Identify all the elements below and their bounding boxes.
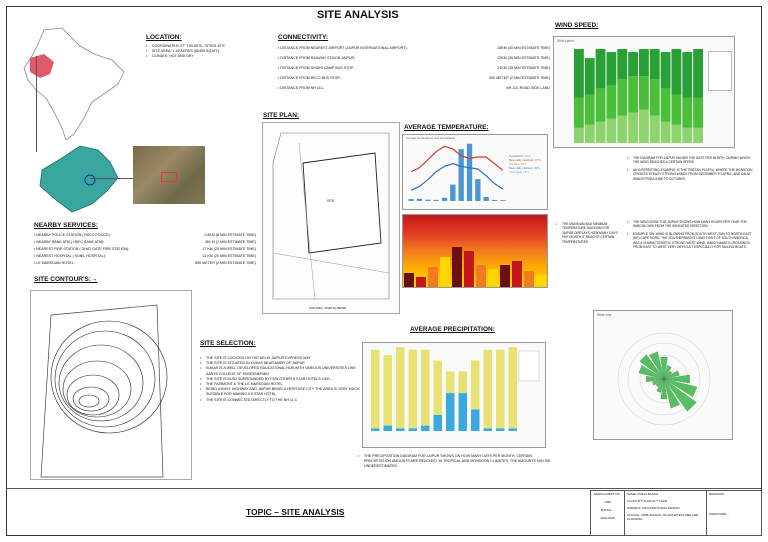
precipitation-bar: [442, 198, 447, 201]
wind-rose-notes: • THE WIND ROSE FOR JAIPUR SHOWS HOW MANY HOURS PER YEAR THE WIND BLOWS FROM THE INDICATED DIRECTION. • EXAMPLE SW: WIND IS BLOWING FROM SOUTH-WEST (SW) TO NORTH-EAST (NE).CAPE HORN, THE SOUTHERNMOST LAND POINT OF SOUTH AMERICA, HAS A CHARACTERISTIC STRONG WEST-WIND, WHICH MAKES CROSSINGS FROM EAST TO WEST VERY DIFFICULT ESPECIALLY FOR SAILING BOATS.: [627, 220, 755, 249]
site-plan-drawing: [262, 122, 400, 314]
precipitation-bar: [492, 200, 497, 201]
temperature-days-bar: [500, 265, 510, 287]
list-item: • NEARBY BANK ATM ( HDFC BANK ATM): 450 M (2 MIN ESTIMATE TIME): [34, 240, 256, 244]
list-item: • COORDINATES: 27° 1'50.60"N, 75°53'9.15"E: [146, 44, 266, 49]
precipitation-wet-bar: [409, 428, 418, 431]
wind-speed-bar: [650, 49, 660, 79]
list-item: • DISTANCE FROM RAILWAY STAION JAIPUR- 22KM (36 MIN ESTIMATE TIME): [278, 56, 550, 60]
temperature-line: [411, 164, 503, 191]
site-selection-list: [200, 356, 360, 403]
list-item: • CLIMATE: HOT AND DRY: [146, 54, 266, 59]
nearby-heading: NEARBY SERVICES:: [34, 222, 99, 229]
precipitation-wet-bar: [471, 409, 480, 431]
site-label: SITE: [327, 199, 335, 203]
precipitation-wet-bar: [446, 393, 455, 431]
precipitation-bar: [459, 149, 464, 201]
wind-speed-bar: [574, 49, 584, 98]
wind-speed-bar: [693, 49, 703, 98]
precipitation-wet-bar: [421, 426, 430, 431]
temperature-days-bar: [416, 277, 426, 287]
list-item: • THE SITE IS SITUATED IN KUKAS NEAR AMER OF JAIPUR: [200, 361, 360, 366]
wind-speed-bar: [574, 98, 584, 128]
precipitation-wet-bar: [396, 428, 405, 431]
precipitation-bar: [500, 200, 505, 201]
precipitation-dry-bar: [384, 355, 393, 425]
precipitation-bar: [467, 144, 472, 201]
precipitation-wet-bar: [484, 428, 493, 431]
wind-speed-notes: • THE DIAGRAM FOR JAIPUR SHOWS THE DAYS PER MONTH, DURING WHICH THE WIND REACHES A CERTAIN SPEED. • AN INTERESTING EXAMPLE IS THE TIBETAN PLATEU, WHERE THE MONSOON CREATES STEADY STRONG WINDS FROM DECEMBER TO APRIL, AND CALM WINDS FROM JUNE TO OCTOBER.: [627, 156, 755, 181]
list-item: • BEING A BUSY HIGHWAY AND JAIPUR BEING A HERITAGE CITY THE AREA IS VERY MUCH SUITABLE FOR MAKING A 5 STAR HOTEL: [200, 387, 360, 397]
precipitation-dry-bar: [484, 350, 493, 429]
wind-speed-bar: [693, 128, 703, 143]
temperature-legend: Precipitation: 7mm Mean daily maximum: 31°C Hot days: 38°C Mean daily minimum: 19°C Cold nights: 15°C: [509, 155, 541, 174]
wind-speed-bar: [661, 88, 671, 121]
wind-speed-bar: [596, 122, 606, 143]
wind-speed-bar: [650, 116, 660, 143]
list-item: • THE SITE IS ALSO SURROUNDED BY FEW OTHER 5 STAR HOTELS LIKE:-: [200, 377, 360, 382]
wind-speed-bar: [628, 76, 638, 112]
precipitation-dry-bar: [371, 350, 380, 429]
list-item: • NEAREST FIRE STATION ( GHAT GATE FIRE STATION): 17 KM (25 MIN ESTIMATE TIME): [34, 247, 256, 251]
site-plan-caption: SITE AREA - 60495 SQ.METER: [309, 307, 347, 310]
india-map: [14, 24, 134, 144]
wind-speed-bar: [672, 49, 682, 94]
connectivity-heading: CONNECTIVITY:: [278, 34, 329, 41]
wind-speed-bar: [574, 128, 584, 143]
location-heading: LOCATION:: [146, 34, 182, 41]
temperature-line: [411, 146, 503, 171]
contour-drawing: [30, 290, 192, 480]
list-item: • DISTANCE FROM NEAREST AIRPORT (JAIPUR INTERNATIONAL AIRPORT)- 28KM (45 MIN ESTIMATE TIME): [278, 46, 550, 50]
wind-speed-heading: WIND SPEED:: [555, 22, 599, 29]
precipitation-notes: • THE PRECIPITATION DIAGRAM FOR JAIPUR SHOWS ON HOW MANY DAYS PER MONTH, CERTAIN PRECIPITATION AMOUNTS ARE REACHED. IN TROPICAL AND MONSOON CLIMATES, THE AMOUNTS MAY BE UNDERESTIMATED.: [358, 454, 554, 470]
wind-speed-bar: [639, 110, 649, 143]
connectivity-list: [278, 46, 550, 96]
temperature-days-bar: [536, 275, 546, 287]
wind-speed-bar: [607, 52, 617, 85]
precipitation-dry-bar: [509, 347, 518, 428]
wind-speed-bar: [682, 52, 692, 97]
wind-speed-bar: [661, 122, 671, 143]
precipitation-bar: [450, 185, 455, 201]
wind-speed-bar: [617, 116, 627, 143]
wind-speed-bar: [596, 49, 606, 88]
chart-legend: [708, 51, 732, 91]
wind-speed-bar: [650, 79, 660, 115]
precipitation-dry-bar: [421, 350, 430, 426]
precipitation-legend: [519, 351, 539, 381]
wind-speed-bar: [617, 79, 627, 115]
rajasthan-map: [32, 140, 124, 220]
temperature-days-bar: [404, 273, 414, 287]
wind-speed-bar: [661, 52, 671, 88]
precipitation-dry-bar: [496, 350, 505, 429]
precipitation-dry-bar: [471, 361, 480, 410]
contour-heading: SITE CONTOUR'S:→: [34, 276, 98, 283]
list-item: • DISTANCE FROM RIICO BUS STOP- 500 METER (2 MIN ESTIMATE TIME): [278, 76, 550, 80]
wind-speed-bar: [607, 119, 617, 143]
wind-speed-bar: [672, 94, 682, 124]
temperature-days-bar: [440, 257, 450, 287]
wind-speed-bar: [628, 113, 638, 143]
list-item: • DISTANCE FROM SINDHI CAMP BUS STOP- 21KM (35 MIN ESTIMATE TIME): [278, 66, 550, 70]
wind-speed-chart: Wind speed: [553, 36, 735, 148]
list-item: • LE MAREDIAN HOTEL: 850 METER (2 MIN ESTIMATE TIME): [34, 261, 256, 265]
list-item: • NEAREST HOSPITAL ( SUNIL HOSPITAL): 12 KM (20 MIN ESTIMATE TIME): [34, 254, 256, 258]
wind-speed-bar: [682, 128, 692, 143]
wind-rose-chart: Wind rose: [593, 310, 733, 440]
nearby-list: [34, 233, 256, 268]
wind-speed-bar: [639, 76, 649, 109]
wind-speed-bar: [607, 85, 617, 118]
temperature-heading: AVERAGE TEMPERATURE:: [404, 124, 489, 131]
precipitation-bar: [484, 197, 489, 201]
site-plan-heading: SITE PLAN:: [263, 112, 300, 119]
precipitation-wet-bar: [509, 428, 518, 431]
wind-speed-bar: [682, 98, 692, 128]
precipitation-dry-bar: [396, 347, 405, 428]
wind-speed-bar: [585, 94, 595, 124]
list-item: • SITE AREA: 1.49 ACRES (60495 SQ.MT.): [146, 49, 266, 54]
temperature-chart: Average temperatures and precipitation Precipitation: 7mm Mean daily maximum: 31°C Hot days: 38°C Mean daily minimum: 19°C Cold nights: 15°C: [402, 134, 548, 210]
precipitation-wet-bar: [371, 428, 380, 431]
precipitation-dry-bar: [434, 361, 443, 415]
wind-speed-bar: [585, 125, 595, 143]
satellite-image: [133, 146, 205, 204]
list-item: • THE SITE IS CONNECTED DIRECTLY TO THE NH 11 C: [200, 398, 360, 403]
wind-speed-bar: [596, 88, 606, 121]
sheet-title: SITE ANALYSIS: [317, 9, 399, 21]
temperature-days-bar: [512, 261, 522, 287]
precipitation-bar: [417, 199, 422, 201]
site-selection-heading: SITE SELECTION:: [200, 340, 256, 347]
precipitation-dry-bar: [409, 350, 418, 429]
list-item: • DISTANCE FROM NH 11C- NH 11C ROAD SIDE LAND: [278, 86, 550, 90]
temperature-days-bar: [524, 271, 534, 287]
wind-speed-bar: [617, 49, 627, 79]
temperature-days-bar: [452, 247, 462, 287]
temperature-days-bar: [428, 267, 438, 287]
temperature-notes: • THE MAXIMUM AND MINIMUM TEMPERATURE DIAGRAM FOR JAIPUR DISPLAYS HOW MANY DAYS PER MONTH IT REACH'S CERTAIN TEMPERATURES.: [556, 222, 618, 244]
temperature-days-bar: [488, 269, 498, 287]
precipitation-wet-bar: [496, 428, 505, 431]
wind-speed-bar: [628, 52, 638, 76]
temperature-days-bar: [464, 251, 474, 287]
precipitation-chart: [362, 342, 546, 448]
precipitation-dry-bar: [446, 371, 455, 393]
footer-topic: TOPIC – SITE ANALYSIS: [246, 507, 345, 517]
list-item: • NEARBY POLICE STATION ( RIICO POLICE): 2.6KM (8 MIN ESTIMATE TIME): [34, 233, 256, 237]
precipitation-wet-bar: [384, 426, 393, 431]
list-item: • KUKAS IS A WELL DEVELOPED EDUCATIONAL HUB WITH VARIOUS UNIVERSITIES LIKE AARYA COLLEGE OF ENGEENERING: [200, 366, 360, 376]
precipitation-bar: [409, 199, 414, 201]
precipitation-wet-bar: [434, 415, 443, 431]
precipitation-wet-bar: [459, 393, 468, 431]
precipitation-dry-bar: [459, 371, 468, 393]
location-list: [146, 44, 266, 60]
temperature-days-bar: [476, 265, 486, 287]
precipitation-bar: [425, 200, 430, 201]
max-temp-diagram: [402, 214, 548, 288]
wind-speed-bar: [585, 58, 595, 94]
list-item: • THE FAIRMONT & THE LE MAREDIAN HOTEL: [200, 382, 360, 387]
wind-speed-bar: [693, 98, 703, 128]
wind-speed-bar: [672, 125, 682, 143]
wind-speed-bar: [639, 49, 649, 76]
title-block: ENROLLMENT NO. 1298 BATCH – 2019-2020 NAME-YASHU BAJAUL CLASS-B™ B.ARCH™ YEAR SUBJECT- ARCHITECTURAL DESIGN SCHOOL- MMB SCHOOL OF ARCHITECTURE AND PLANNING REMARKS - SIGNATURE –: [590, 490, 762, 536]
precipitation-heading: AVERAGE PRECIPITATION:: [410, 326, 495, 333]
list-item: • THE SITE IS LOCATED ON THE DELHI JAIPUR EXPRESS WAY: [200, 356, 360, 361]
precipitation-bar: [434, 200, 439, 201]
precipitation-bar: [475, 179, 480, 201]
